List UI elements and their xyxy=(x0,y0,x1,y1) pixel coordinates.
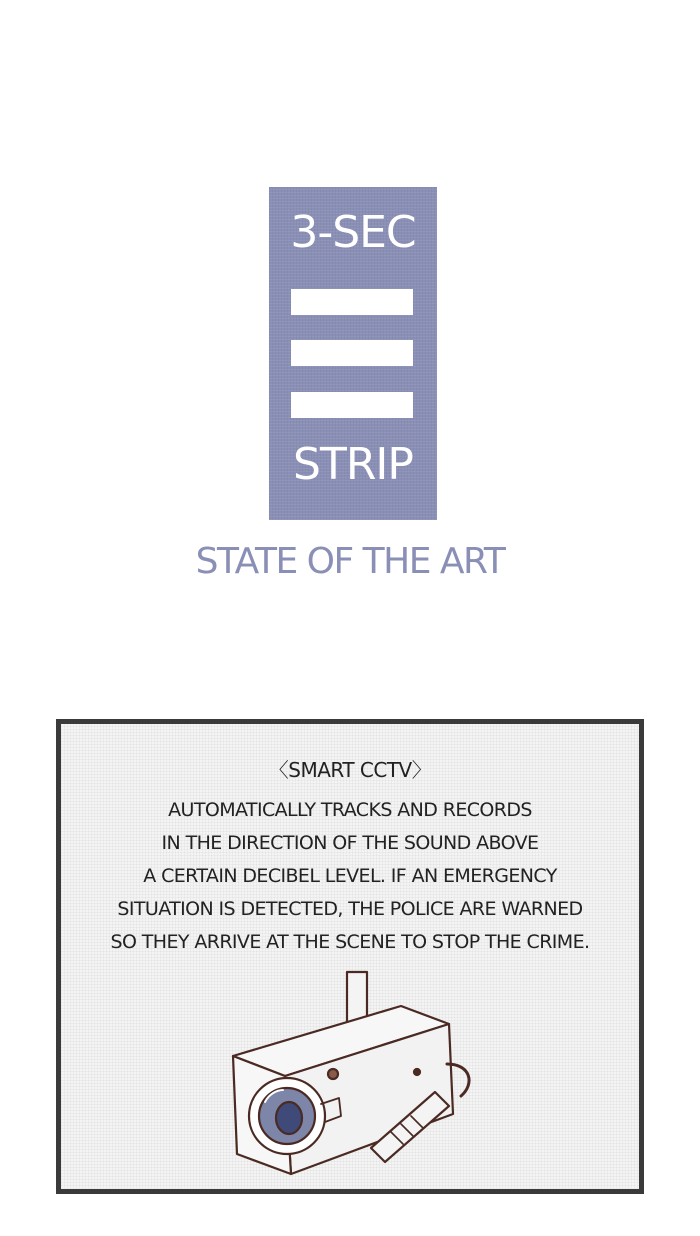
panel-heading: 〈SMART CCTV〉 xyxy=(268,758,432,782)
panel-line: A CERTAIN DECIBEL LEVEL. IF AN EMERGENCY xyxy=(143,865,557,887)
logo-bar xyxy=(291,392,413,418)
logo-bar xyxy=(291,340,413,366)
panel-line: SITUATION IS DETECTED, THE POLICE ARE WARNED xyxy=(117,898,583,920)
episode-subtitle: STATE OF THE ART xyxy=(195,541,505,582)
camera-lens-core xyxy=(276,1102,302,1134)
logo-box xyxy=(269,187,437,520)
indicator-light xyxy=(328,1069,338,1079)
info-panel xyxy=(56,719,644,1194)
cctv-camera-illustration xyxy=(221,964,481,1194)
panel-body xyxy=(61,794,639,959)
logo-top-text: 3-SEC xyxy=(290,207,416,258)
panel-line: IN THE DIRECTION OF THE SOUND ABOVE xyxy=(161,832,539,854)
logo-bar xyxy=(291,289,413,315)
panel-line: SO THEY ARRIVE AT THE SCENE TO STOP THE CRIME. xyxy=(110,931,590,953)
panel-line: AUTOMATICALLY TRACKS AND RECORDS xyxy=(168,799,532,821)
logo-bottom-text: STRIP xyxy=(293,439,413,490)
